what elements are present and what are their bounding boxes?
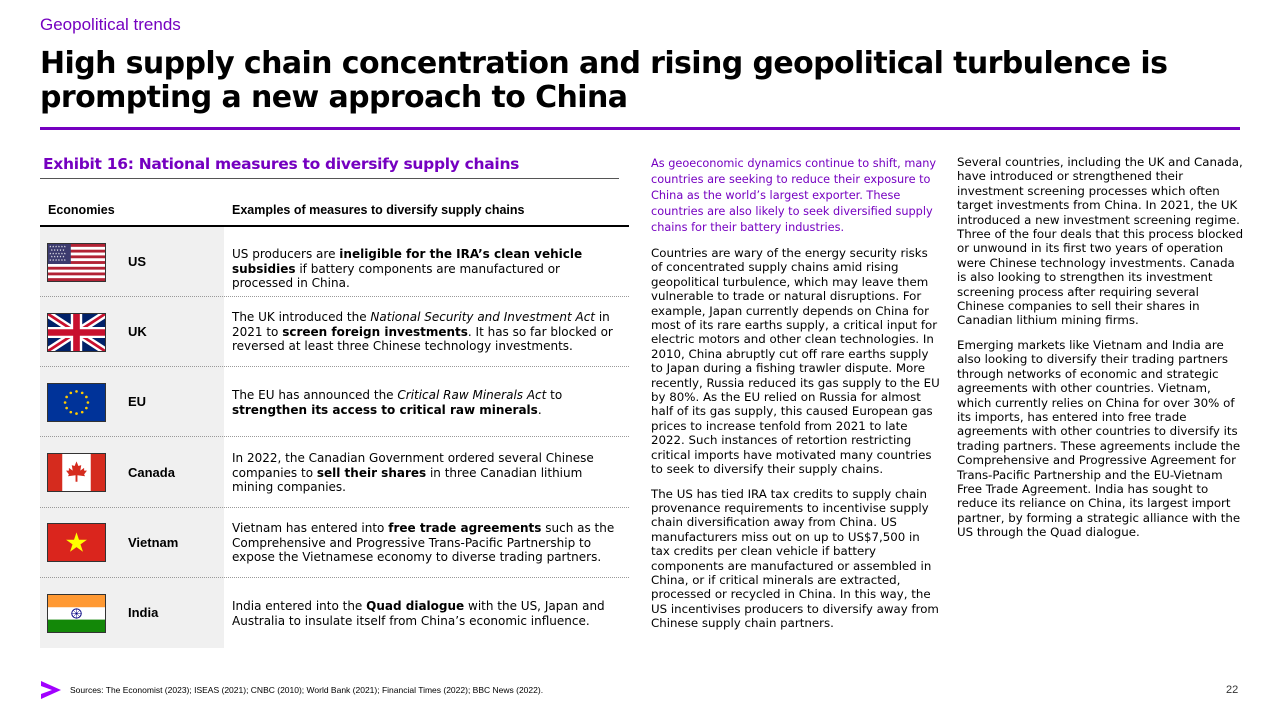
measure-text-segment: if battery components are manufactured or processed in China. [232,261,560,290]
body-paragraph: The US has tied IRA tax credits to supply chain provenance requirements to incentivise supply chain diversification away from China. US manufacturers miss out on up to US$7,500 in tax credits per clean vehicle if battery components are manufactured or assembled in China, or if critical minerals are extracted, processed or recycled in China. In this way, the US incentivises producers to diversify away from Chinese supply chain partners. [651,486,939,631]
measure-text-segment: in three Canadian lithium mining companies. [232,465,583,494]
india-flag-icon [47,594,106,633]
economy-name-us: US [128,254,147,269]
measure-india [232,599,624,628]
measure-text-segment: sell their shares [316,465,427,480]
measure-text-segment: The EU has announced the [232,388,398,402]
sources-footnote: Sources: The Economist (2023); ISEAS (2021); CNBC (2010); World Bank (2021); Financial Times (2022); BBC News (2022). [70,685,544,695]
uk-flag-icon [47,313,106,352]
exhibit-divider [40,178,619,179]
us-flag-icon [47,243,106,282]
eu-flag-icon [47,383,106,422]
canada-flag-icon [47,453,106,492]
column-header-economies: Economies [48,203,115,217]
measure-text-segment: strengthen its access to critical raw minerals [232,402,538,417]
measure-us [232,247,624,291]
measure-text-segment: screen foreign investments [282,324,468,339]
measure-text-segment: with the US, Japan and Australia to insulate itself from China’s economic influence. [232,599,605,628]
page-number: 22 [1226,684,1239,696]
economy-name-vietnam: Vietnam [128,535,179,550]
body-column-middle [651,156,941,631]
measure-text-segment: . It has so far blocked or reversed at least three Chinese technology investments. [232,324,613,353]
economies-column-background [40,227,224,648]
economy-name-canada: Canada [128,465,175,480]
measure-text-segment: National Security and Investment Act [370,310,596,324]
measure-text-segment: Vietnam has entered into [232,521,389,535]
row-separator [40,296,629,297]
measure-text-segment: Quad dialogue [366,599,465,613]
measure-text-segment: Critical Raw Minerals Act [397,388,547,402]
body-paragraph: Emerging markets like Vietnam and India are also looking to diversify their trading partners through networks of economic and strategic agreements with other countries. Vietnam, which currently relies on China for over 30% of its imports, has entered into free trade agreements with other countries to diversify its trading partners. These agreements include the Comprehensive and Progressive Agreement for Trans-Pacific Partnership and the EU-Vietnam Free Trade Agreement. India has sought to reduce its reliance on China, its largest import partner, by forming a strategic alliance with the US through the Quad dialogue. [957,337,1241,540]
economy-name-eu: EU [128,394,147,409]
economy-name-india: India [128,605,159,620]
svg-text:★ ★ ★ ★ ★ ★: ★ ★ ★ ★ ★ ★ [49,258,66,263]
vietnam-flag-icon [47,523,106,562]
title-divider [40,127,1240,130]
body-paragraph: Several countries, including the UK and Canada, have introduced or strengthened their investment screening processes which often target investments from China. In 2021, the UK introduced a new investment screening regime. Three of the four deals that this process blocked or unwound in its first two years of operation were Chinese technology investments. Canada is also looking to strengthen its investment screening process after requiring several Chinese companies to sell their shares in Canadian lithium mining firms. [957,155,1244,328]
economy-name-uk: UK [128,324,147,339]
exhibit-title: Exhibit 16: National measures to diversify supply chains [43,155,520,173]
measure-canada [232,451,624,495]
measure-text-segment: such as the Comprehensive and Progressive Trans-Pacific Partnership to expose the Vietnamese economy to diverse trading partners. [232,521,615,564]
svg-text:★ ★ ★ ★ ★ ★: ★ ★ ★ ★ ★ ★ [49,245,66,249]
row-separator [40,436,629,437]
row-separator [40,577,629,578]
measure-text-segment: The UK introduced the [232,310,371,324]
row-separator [40,366,629,367]
measure-text-segment: ineligible for the IRA’s clean vehicle subsidies [232,247,583,276]
measure-text-segment: . [537,402,542,417]
body-paragraph: Countries are wary of the energy security risks of concentrated supply chains amid rising geopolitical turbulence, which may leave them vulnerable to trade or natural disruptions. For example, Japan currently depends on China for most of its rare earths supply, a critical input for electric motors and other clean technologies. In 2010, China abruptly cut off rare earths supply to Japan during a fishing trawler dispute. More recently, Russia reduced its gas supply to the EU by 80%. As the EU relied on Russia for almost half of its gas supply, this caused European gas prices to increase tenfold from 2021 to late 2022. Such instances of retortion restricting critical imports have motivated many countries to seek to diversify their supply chains. [651,246,940,477]
measure-text-segment: In 2022, the Canadian Government ordered several Chinese companies to [232,451,594,480]
lead-paragraph: As geoeconomic dynamics continue to shift, many countries are seeking to reduce their exposure to China as the world’s largest exporter. These countries are also likely to seek diversified supply chains for their battery industries. [651,157,937,234]
svg-text:★ ★ ★ ★ ★: ★ ★ ★ ★ ★ [50,248,65,253]
measure-uk [232,310,624,354]
row-separator [40,507,629,508]
svg-text:★ ★ ★ ★ ★: ★ ★ ★ ★ ★ [50,255,65,259]
body-column-right [957,155,1247,540]
measure-text-segment: to [546,388,563,402]
measure-text-segment: free trade agreements [388,521,542,535]
measure-text-segment: in 2021 to [232,310,610,339]
page-title: High supply chain concentration and rising geopolitical turbulence is prompting a new approach to China [40,46,1168,115]
accenture-logo-icon [40,679,62,701]
measure-eu [232,388,624,417]
measure-text-segment: US producers are [232,247,340,261]
section-kicker: Geopolitical trends [40,15,181,34]
measure-vietnam [232,521,624,565]
measure-text-segment: India entered into the [232,599,367,613]
column-header-measures: Examples of measures to diversify supply chains [232,203,525,217]
svg-text:★ ★ ★ ★ ★ ★: ★ ★ ★ ★ ★ ★ [49,252,66,256]
